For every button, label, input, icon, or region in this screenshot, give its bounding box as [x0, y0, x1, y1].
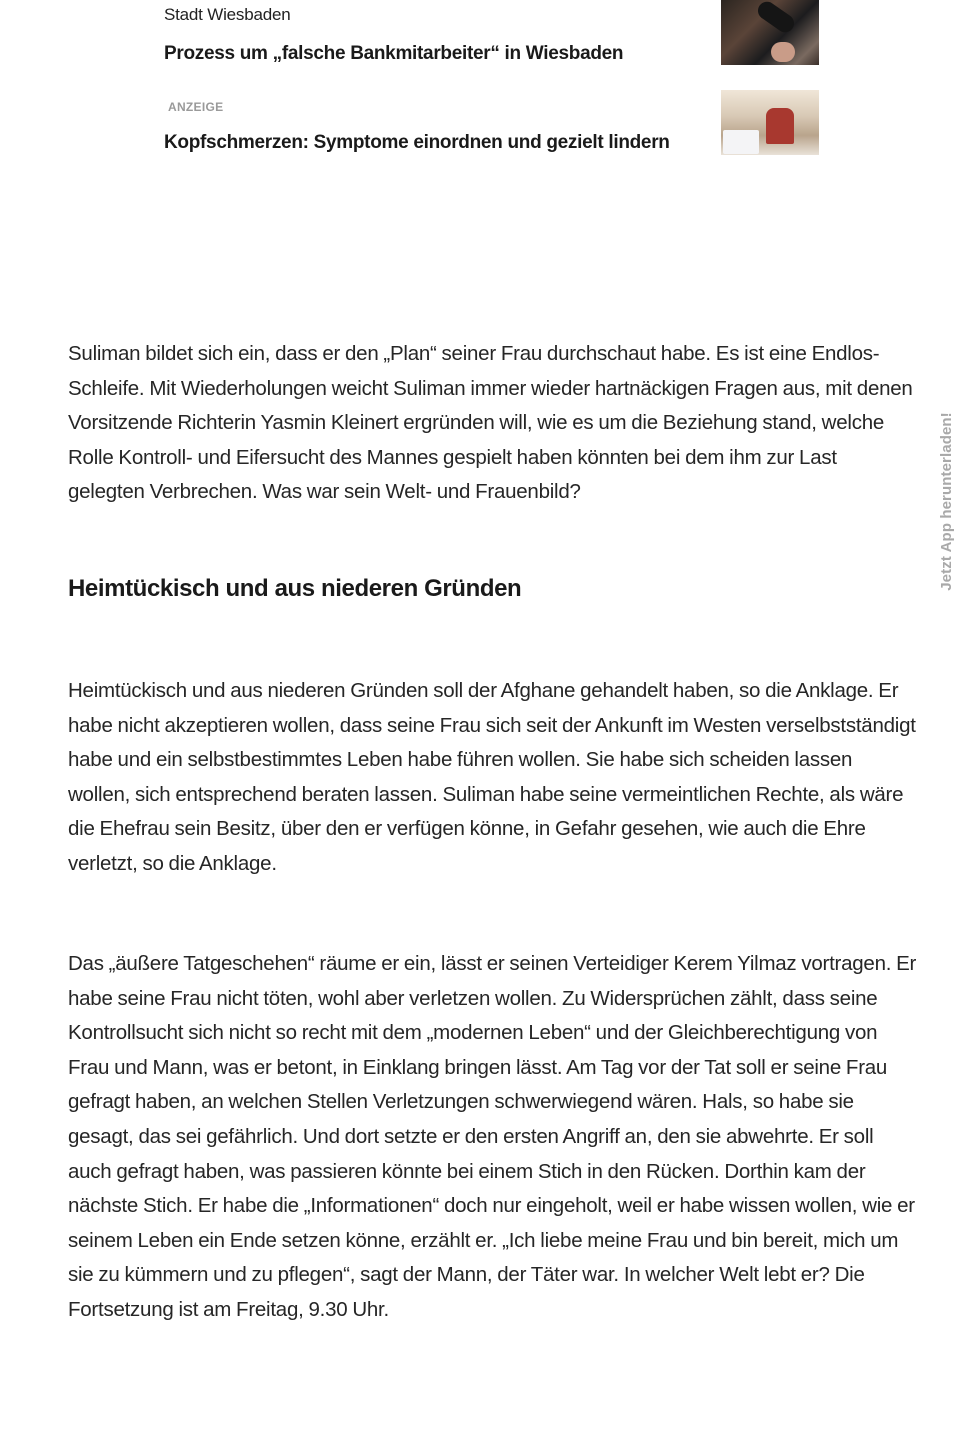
teaser-thumbnail-image[interactable] — [721, 90, 819, 155]
article-paragraph: Heimtückisch und aus niederen Gründen soll der Afghane gehandelt haben, so die Anklage. Er habe nicht akzeptieren wollen, dass seine Frau sich seit der Ankunft im Westen verselbstständigt habe und ein selbstbestimmtes Leben habe führen wollen. Sie habe sich scheiden lassen wollen, sich entsprechend beraten lassen. Suliman habe seine vermeintlichen Rechte, als wäre die Ehefrau sein Besitz, über den er verfügen könne, in Gefahr gesehen, wie auch die Ehre verletzt, so die Anklage. — [68, 679, 916, 875]
article-paragraph: Suliman bildet sich ein, dass er den „Plan“ seiner Frau durchschaut habe. Es ist eine Endlos-Schleife. Mit Wiederholungen weicht Suliman immer wieder hartnäckigen Fragen aus, mit denen Vorsitzende Richterin Yasmin Kleinert ergründen will, wie es um die Beziehung stand, welche Rolle Kontroll- und Eifersucht des Mannes gespielt haben könnten bei dem ihm zur Last gelegten Verbrechen. Was war sein Welt- und Frauenbild? — [68, 342, 913, 504]
teaser-kicker: Stadt Wiesbaden — [164, 5, 291, 24]
download-app-label: Jetzt App herunterladen! — [937, 411, 955, 591]
sponsored-article-teaser[interactable] — [164, 0, 820, 190]
download-app-link[interactable] — [934, 395, 958, 607]
teaser-title[interactable]: Kopfschmerzen: Symptome einordnen und gezielt lindern — [164, 132, 670, 153]
related-articles-list — [164, 0, 820, 153]
article-paragraph: Das „äußere Tatgeschehen“ räume er ein, lässt er seinen Verteidiger Kerem Yilmaz vortragen. Er habe seine Frau nicht töten, wohl aber verletzen wollen. Zu Widersprüchen zählt, dass seine Kontrollsucht sich nicht so recht mit dem „modernen Leben“ und der Gleichberechtigung von Frau und Mann, was er betont, in Einklang bringen lässt. Am Tag vor der Tat soll er seine Frau gefragt haben, an welchen Stellen Verletzungen schwerwiegend wären. Hals, so habe sie gesagt, das sei gefährlich. Und dort setzte er den ersten Angriff an, den sie abwehrte. Er soll auch gefragt haben, was passieren könnte bei einem Stich in den Rücken. Dorthin kam der nächste Stich. Er habe die „Informationen“ doch nur eingeholt, weil er habe wissen wollen, wie er seinem Leben ein Ende setzen könne, erzählt er. „Ich liebe meine Frau und bin bereit, mich um sie zu kümmern und zu pflegen“, sagt der Mann, der Täter war. In welcher Welt lebt er? Die Fortsetzung ist am Freitag, 9.30 Uhr. — [68, 952, 917, 1321]
ad-label: ANZEIGE — [168, 100, 224, 114]
teaser-title[interactable]: Prozess um „falsche Bankmitarbeiter“ in Wiesbaden — [164, 43, 624, 64]
article-subheading: Heimtückisch und aus niederen Gründen — [68, 575, 522, 602]
